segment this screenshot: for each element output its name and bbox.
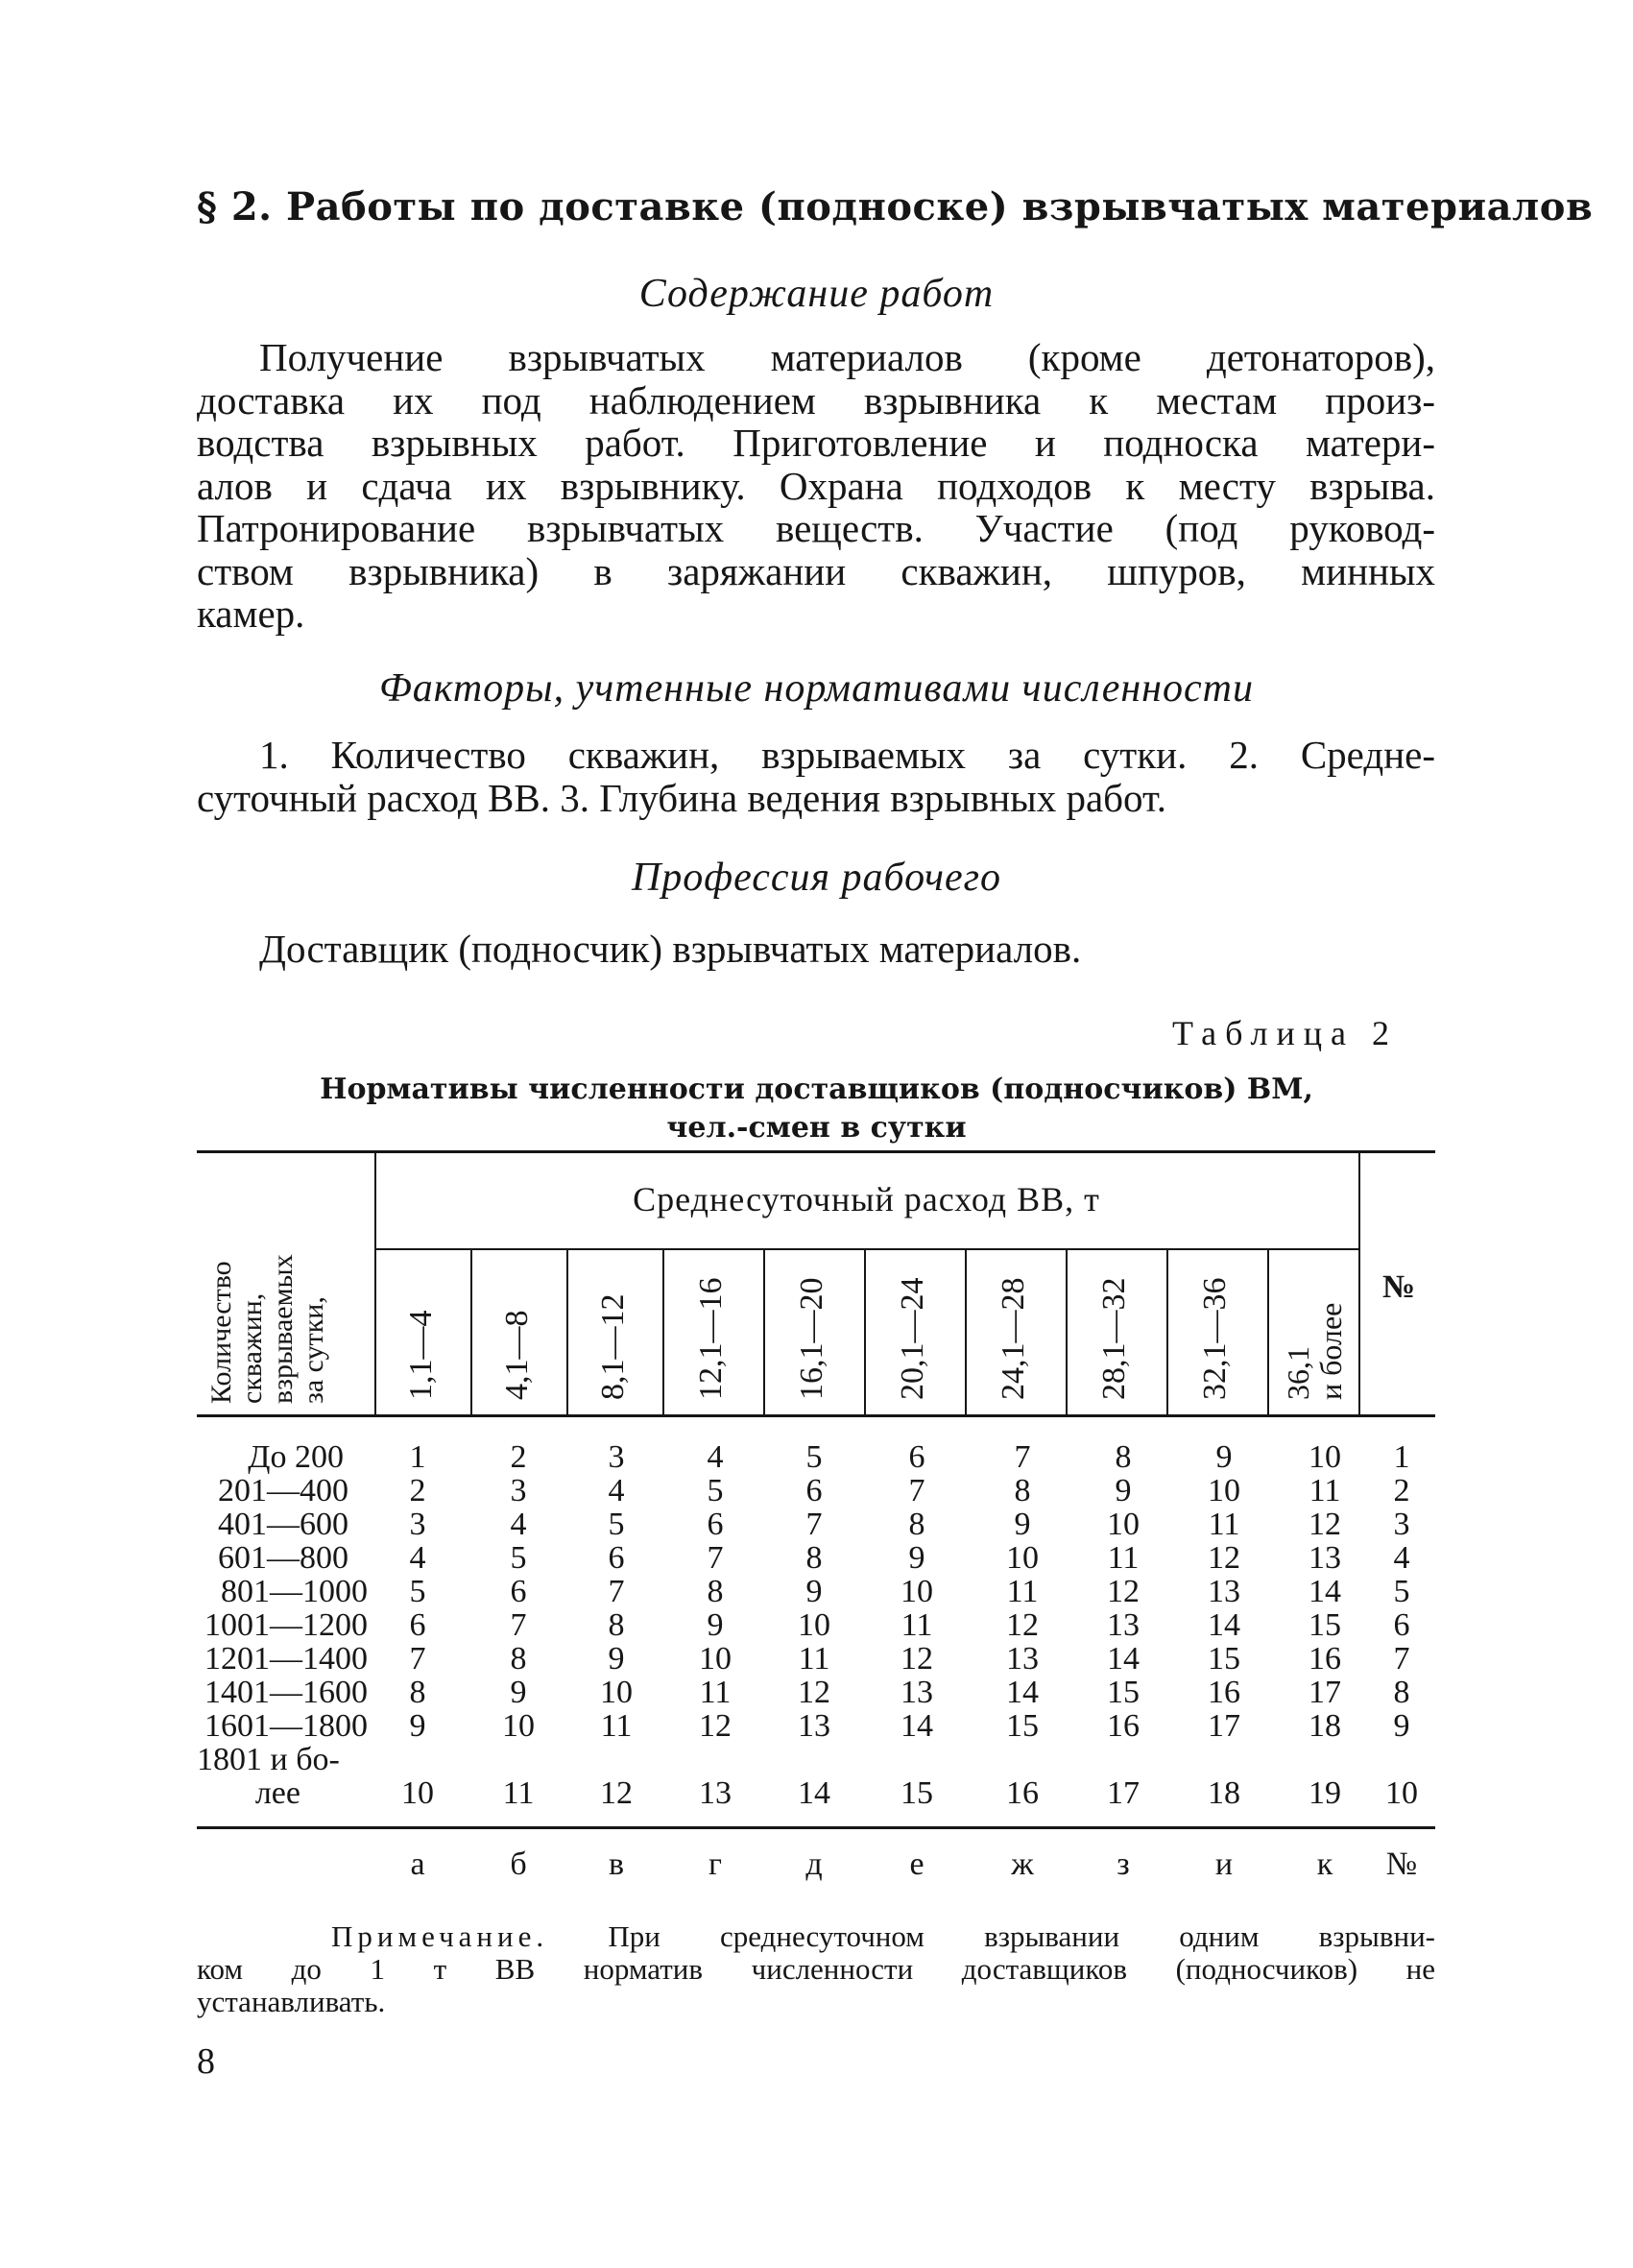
table-cell: 9 [805,1574,823,1609]
table-cell: 2 [409,1473,426,1508]
factors-paragraph [197,734,1435,819]
row-number: 5 [1393,1574,1410,1609]
table-cell: 12 [600,1775,633,1811]
column-header: 32,1—36 [1197,1277,1233,1400]
table-cell: 11 [1107,1540,1140,1576]
table-bottom-rule [197,1826,1435,1829]
table-cell: 6 [707,1507,724,1542]
content-paragraph [197,336,1435,636]
table-cell: 9 [1215,1439,1233,1475]
table-cell: 4 [409,1540,426,1576]
table-cell: 16 [1107,1708,1140,1744]
table-cell: 6 [608,1540,625,1576]
table-cell: 13 [1208,1574,1240,1609]
content-line: Патронирование взрывчатых веществ. Участие (под руковод- [197,506,1435,550]
section-title: § 2. Работы по доставке (подноске) взрывчатых материалов [197,184,1594,229]
column-divider [763,1248,765,1414]
table-cell: 7 [805,1507,823,1542]
note-line: ком до 1 т ВВ норматив численности доставщиков (подносчиков) не [197,1952,1435,1986]
group-header: Среднесуточный расход ВВ, т [633,1180,1100,1218]
table-cell: 17 [1208,1708,1240,1744]
column-header: 12,1—16 [693,1277,729,1400]
content-line: Получение взрывчатых материалов (кроме детонаторов), [259,335,1435,379]
table-cell: 12 [1309,1507,1341,1542]
table-cell: 9 [908,1540,925,1576]
table-title [0,1071,1633,1147]
table-cell: 9 [608,1641,625,1677]
column-divider [1066,1248,1068,1414]
table-cell: 6 [908,1439,925,1475]
column-letter: а [410,1846,425,1882]
table-cell: 12 [699,1708,732,1744]
first-column-header [206,1254,329,1404]
column-divider [1358,1152,1360,1414]
column-letter: № [1385,1846,1418,1882]
table-label: Таблица 2 [1172,1014,1398,1052]
table-cell: 6 [510,1574,527,1609]
note-prefix: Примечание. [331,1919,549,1953]
table-cell: 14 [901,1708,933,1744]
column-divider [864,1248,866,1414]
table-cell: 4 [608,1473,625,1508]
table-cell: 9 [1014,1507,1031,1542]
column-divider [470,1248,472,1414]
table-cell: 15 [1208,1641,1240,1677]
table-cell: 11 [901,1607,933,1643]
column-header: 1,1—4 [403,1310,439,1400]
row-number: 8 [1393,1675,1410,1710]
column-divider [566,1248,568,1414]
table-cell: 10 [600,1675,633,1710]
table-title-line: чел.-смен в сутки [666,1111,967,1145]
note-line [197,1920,1435,1953]
table-cell: 14 [1309,1574,1341,1609]
column-divider [965,1248,967,1414]
factors-line: 1. Количество скважин, взрываемых за сутки. 2. Средне- [259,733,1435,777]
column-header: 20,1—24 [895,1277,930,1400]
table-cell: 8 [409,1675,426,1710]
column-letter: е [909,1846,925,1882]
content-line: доставка их под наблюдением взрывника к местам произ- [197,377,1435,422]
table-cell: 14 [1006,1675,1039,1710]
table-cell: 14 [1107,1641,1140,1677]
table-cell: 11 [798,1641,830,1677]
table-cell: 5 [707,1473,724,1508]
table-cell: 14 [798,1775,830,1811]
table-cell: 15 [1309,1607,1341,1643]
table-cell: 9 [409,1708,426,1744]
table-cell: 3 [608,1439,625,1475]
column-letter: и [1214,1846,1234,1882]
profession-paragraph [197,928,1435,971]
table-cell: 10 [1107,1507,1140,1542]
profession-heading: Профессия рабочего [631,856,1002,900]
table-cell: 10 [401,1775,434,1811]
table-cell: 10 [699,1641,732,1677]
row-number: 10 [1385,1775,1418,1811]
table-title-line: Нормативы численности доставщиков (подносчиков) ВМ, [320,1073,1313,1106]
row-label: 601—800 [218,1540,348,1576]
table-cell: 13 [901,1675,933,1710]
column-letter: ж [1011,1846,1034,1882]
table-cell: 9 [1115,1473,1132,1508]
table-cell: 5 [510,1540,527,1576]
table-cell: 10 [1006,1540,1039,1576]
table-cell: 7 [707,1540,724,1576]
column-header-line: 36,1 [1281,1346,1315,1400]
first-col-header-line: за сутки, [298,1296,329,1404]
column-letter: в [608,1846,625,1882]
column-header: 8,1—12 [595,1293,631,1400]
table-cell: 5 [805,1439,823,1475]
table-cell: 15 [901,1775,933,1811]
header-bottom-rule [197,1414,1435,1417]
table-cell: 8 [1014,1473,1031,1508]
table-cell: 2 [510,1439,527,1475]
row-label: До 200 [248,1439,344,1475]
column-header: 24,1—28 [996,1277,1031,1400]
table-cell: 13 [798,1708,830,1744]
table-cell: 4 [510,1507,527,1542]
row-label: 201—400 [218,1473,348,1508]
row-label: 1601—1800 [204,1708,368,1744]
factors-line: суточный расход ВВ. 3. Глубина ведения взрывных работ. [197,775,1167,820]
table-cell: 18 [1309,1708,1341,1744]
column-letter: з [1117,1846,1130,1882]
table-cell: 10 [1208,1473,1240,1508]
column-divider [662,1248,664,1414]
table-cell: 12 [1208,1540,1240,1576]
content-line: камер. [197,591,305,636]
content-line: водства взрывных работ. Приготовление и подноска матери- [197,421,1435,465]
table-cell: 14 [1208,1607,1240,1643]
column-divider [1166,1248,1168,1414]
table-cell: 16 [1006,1775,1039,1811]
column-letter: к [1316,1846,1333,1882]
table-cell: 7 [1014,1439,1031,1475]
table-cell: 6 [409,1607,426,1643]
table-cell: 11 [1309,1473,1341,1508]
row-number: 4 [1393,1540,1410,1576]
row-number: 9 [1393,1708,1410,1744]
note-text: При среднесуточном взрывании одним взрывни- [548,1919,1435,1953]
row-label: 1001—1200 [204,1607,368,1643]
content-line: ством взрывника) в заряжании скважин, шпуров, минных [197,548,1435,593]
row-label: 401—600 [218,1507,348,1542]
first-col-header-line: скважин, [236,1292,268,1404]
table-cell: 8 [1115,1439,1132,1475]
table-cell: 7 [908,1473,925,1508]
table-top-rule [197,1150,1435,1153]
table-cell: 15 [1107,1675,1140,1710]
table-cell: 13 [699,1775,732,1811]
number-column-header: № [1382,1269,1416,1305]
table-cell: 15 [1006,1708,1039,1744]
table-cell: 10 [798,1607,830,1643]
row-label: 1401—1600 [204,1675,368,1710]
column-letter: д [805,1846,823,1882]
column-header-line: и более [1313,1302,1348,1400]
table-cell: 19 [1309,1775,1341,1811]
table-cell: 13 [1006,1641,1039,1677]
table-cell: 8 [908,1507,925,1542]
table-cell: 18 [1208,1775,1240,1811]
row-number: 7 [1393,1641,1410,1677]
table-cell: 8 [707,1574,724,1609]
table-cell: 10 [502,1708,535,1744]
content-heading: Содержание работ [638,272,995,316]
table-cell: 13 [1309,1540,1341,1576]
table-cell: 11 [502,1775,535,1811]
table-cell: 7 [409,1641,426,1677]
table-cell: 9 [707,1607,724,1643]
row-number: 2 [1393,1473,1410,1508]
factors-heading: Факторы, учтенные нормативами численности [378,666,1254,711]
column-header: 16,1—20 [794,1277,829,1400]
table-cell: 3 [510,1473,527,1508]
table-note [197,1920,1435,2018]
table-cell: 4 [707,1439,724,1475]
table-cell: 8 [608,1607,625,1643]
table-cell: 12 [1107,1574,1140,1609]
table-cell: 12 [901,1641,933,1677]
table-cell: 12 [1006,1607,1039,1643]
page-number: 8 [197,2041,215,2082]
row-label: 801—1000 [221,1574,368,1609]
table-cell: 9 [510,1675,527,1710]
table-cell: 7 [608,1574,625,1609]
column-letter: г [708,1846,722,1882]
table-cell: 11 [699,1675,732,1710]
row-label: 1201—1400 [204,1641,368,1677]
row-number: 1 [1393,1439,1410,1475]
table-cell: 10 [901,1574,933,1609]
column-letter: б [510,1846,527,1882]
column-header [1282,1303,1347,1400]
group-header-rule [374,1248,1358,1250]
row-number: 3 [1393,1507,1410,1542]
first-col-header-line: Количество [205,1261,237,1404]
table-cell: 6 [805,1473,823,1508]
content-line: алов и сдача их взрывнику. Охрана подходов к месту взрыва. [197,463,1435,508]
note-line: устанавливать. [197,1985,386,2018]
table-cell: 8 [510,1641,527,1677]
table-cell: 3 [409,1507,426,1542]
column-header: 4,1—8 [499,1310,535,1400]
table-cell: 17 [1309,1675,1341,1710]
row-label: 1801 и бо- [197,1742,340,1777]
row-label: лее [254,1775,300,1811]
table-cell: 12 [798,1675,830,1710]
table-cell: 16 [1208,1675,1240,1710]
table-cell: 8 [805,1540,823,1576]
profession-text: Доставщик (подносчик) взрывчатых материалов. [259,927,1082,971]
table-cell: 5 [409,1574,426,1609]
table-cell: 10 [1309,1439,1341,1475]
table-cell: 17 [1107,1775,1140,1811]
column-header: 28,1—32 [1096,1277,1132,1400]
table-cell: 13 [1107,1607,1140,1643]
first-col-header-line: взрываемых [267,1254,299,1404]
table-cell: 7 [510,1607,527,1643]
table-cell: 1 [409,1439,426,1475]
table-cell: 11 [1208,1507,1240,1542]
column-divider [1267,1248,1269,1414]
table-cell: 11 [600,1708,633,1744]
table-cell: 16 [1309,1641,1341,1677]
table-cell: 5 [608,1507,625,1542]
row-number: 6 [1393,1607,1410,1643]
table-cell: 11 [1006,1574,1039,1609]
